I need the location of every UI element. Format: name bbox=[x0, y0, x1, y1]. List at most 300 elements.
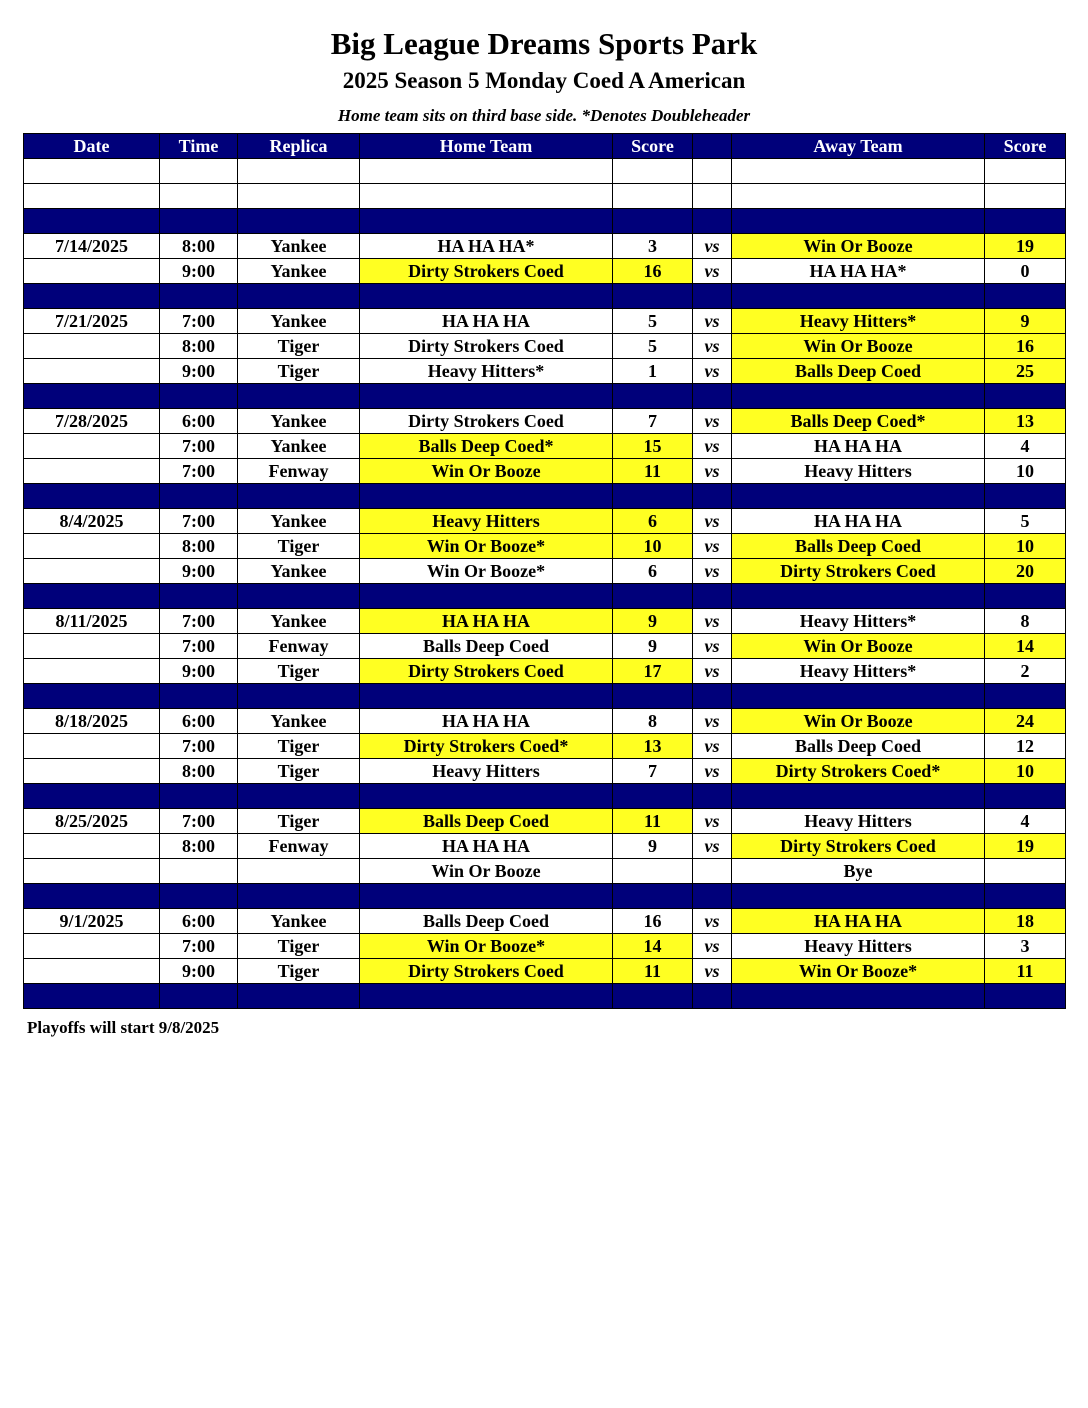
column-header-away-score: Score bbox=[985, 134, 1066, 159]
game-date: 7/21/2025 bbox=[24, 309, 160, 334]
column-header-date: Date bbox=[24, 134, 160, 159]
column-header-home-team: Home Team bbox=[360, 134, 613, 159]
field-replica: Tiger bbox=[238, 534, 360, 559]
home-team: Win Or Booze bbox=[360, 459, 613, 484]
empty-cell bbox=[985, 484, 1066, 509]
game-date: 8/25/2025 bbox=[24, 809, 160, 834]
away-team: Win Or Booze bbox=[732, 709, 985, 734]
home-score: 7 bbox=[613, 759, 693, 784]
empty-cell bbox=[24, 209, 160, 234]
table-header-row bbox=[24, 134, 1066, 159]
game-row bbox=[24, 509, 1066, 534]
away-team: HA HA HA bbox=[732, 509, 985, 534]
home-team: Dirty Strokers Coed bbox=[360, 659, 613, 684]
home-team: Dirty Strokers Coed bbox=[360, 959, 613, 984]
empty-cell bbox=[693, 184, 732, 209]
home-team: Win Or Booze* bbox=[360, 934, 613, 959]
week-separator-row bbox=[24, 684, 1066, 709]
away-score: 2 bbox=[985, 659, 1066, 684]
game-date bbox=[24, 859, 160, 884]
empty-cell bbox=[360, 684, 613, 709]
home-score: 9 bbox=[613, 834, 693, 859]
game-row bbox=[24, 734, 1066, 759]
empty-cell bbox=[24, 384, 160, 409]
vs-label: vs bbox=[693, 359, 732, 384]
field-replica: Yankee bbox=[238, 609, 360, 634]
game-date: 8/4/2025 bbox=[24, 509, 160, 534]
empty-cell bbox=[24, 884, 160, 909]
game-row bbox=[24, 359, 1066, 384]
away-score: 10 bbox=[985, 459, 1066, 484]
game-row bbox=[24, 334, 1066, 359]
vs-label: vs bbox=[693, 509, 732, 534]
empty-cell bbox=[360, 784, 613, 809]
vs-label: vs bbox=[693, 834, 732, 859]
away-team: Win Or Booze bbox=[732, 634, 985, 659]
game-row bbox=[24, 859, 1066, 884]
home-score: 11 bbox=[613, 459, 693, 484]
away-score: 19 bbox=[985, 234, 1066, 259]
column-header-vs bbox=[693, 134, 732, 159]
home-team: Heavy Hitters* bbox=[360, 359, 613, 384]
field-replica: Tiger bbox=[238, 659, 360, 684]
home-team: Heavy Hitters bbox=[360, 509, 613, 534]
home-score: 8 bbox=[613, 709, 693, 734]
game-time: 9:00 bbox=[160, 959, 238, 984]
vs-label: vs bbox=[693, 734, 732, 759]
vs-label: vs bbox=[693, 809, 732, 834]
home-score bbox=[613, 859, 693, 884]
game-date: 8/18/2025 bbox=[24, 709, 160, 734]
empty-cell bbox=[360, 184, 613, 209]
game-time: 7:00 bbox=[160, 459, 238, 484]
empty-cell bbox=[613, 184, 693, 209]
away-team: Dirty Strokers Coed bbox=[732, 559, 985, 584]
empty-cell bbox=[732, 784, 985, 809]
vs-label: vs bbox=[693, 459, 732, 484]
game-time: 8:00 bbox=[160, 234, 238, 259]
empty-cell bbox=[613, 484, 693, 509]
game-row bbox=[24, 659, 1066, 684]
home-team: HA HA HA bbox=[360, 309, 613, 334]
game-time: 8:00 bbox=[160, 834, 238, 859]
away-team: Win Or Booze* bbox=[732, 959, 985, 984]
game-row bbox=[24, 909, 1066, 934]
empty-cell bbox=[160, 484, 238, 509]
home-score: 16 bbox=[613, 909, 693, 934]
empty-cell bbox=[985, 384, 1066, 409]
field-replica: Yankee bbox=[238, 509, 360, 534]
empty-cell bbox=[24, 159, 160, 184]
game-row bbox=[24, 709, 1066, 734]
field-replica: Yankee bbox=[238, 234, 360, 259]
schedule-note: Home team sits on third base side. *Denotes Doubleheader bbox=[337, 106, 751, 125]
game-time: 7:00 bbox=[160, 509, 238, 534]
away-team: Balls Deep Coed bbox=[732, 534, 985, 559]
away-team: Dirty Strokers Coed bbox=[732, 834, 985, 859]
empty-cell bbox=[238, 884, 360, 909]
empty-cell bbox=[732, 984, 985, 1009]
game-time: 7:00 bbox=[160, 609, 238, 634]
game-date bbox=[24, 759, 160, 784]
game-date bbox=[24, 634, 160, 659]
empty-cell bbox=[693, 284, 732, 309]
home-score: 13 bbox=[613, 734, 693, 759]
game-date: 8/11/2025 bbox=[24, 609, 160, 634]
home-score: 15 bbox=[613, 434, 693, 459]
game-time: 8:00 bbox=[160, 334, 238, 359]
game-time: 6:00 bbox=[160, 409, 238, 434]
away-score: 11 bbox=[985, 959, 1066, 984]
empty-cell bbox=[24, 584, 160, 609]
away-score: 5 bbox=[985, 509, 1066, 534]
home-team: Win Or Booze* bbox=[360, 534, 613, 559]
game-time: 8:00 bbox=[160, 534, 238, 559]
vs-label: vs bbox=[693, 959, 732, 984]
home-score: 14 bbox=[613, 934, 693, 959]
empty-cell bbox=[693, 684, 732, 709]
field-replica: Yankee bbox=[238, 259, 360, 284]
game-row bbox=[24, 834, 1066, 859]
empty-cell bbox=[160, 984, 238, 1009]
empty-cell bbox=[693, 584, 732, 609]
empty-cell bbox=[613, 584, 693, 609]
field-replica: Yankee bbox=[238, 909, 360, 934]
vs-label: vs bbox=[693, 759, 732, 784]
away-team: Heavy Hitters* bbox=[732, 659, 985, 684]
field-replica: Fenway bbox=[238, 459, 360, 484]
empty-cell bbox=[613, 784, 693, 809]
away-score: 14 bbox=[985, 634, 1066, 659]
empty-cell bbox=[360, 159, 613, 184]
away-score bbox=[985, 859, 1066, 884]
home-team: HA HA HA* bbox=[360, 234, 613, 259]
empty-cell bbox=[238, 384, 360, 409]
game-row bbox=[24, 759, 1066, 784]
empty-cell bbox=[693, 484, 732, 509]
empty-cell bbox=[693, 159, 732, 184]
empty-cell bbox=[985, 684, 1066, 709]
field-replica bbox=[238, 859, 360, 884]
week-separator-row bbox=[24, 284, 1066, 309]
vs-label: vs bbox=[693, 334, 732, 359]
empty-cell bbox=[24, 684, 160, 709]
game-date bbox=[24, 734, 160, 759]
empty-cell bbox=[985, 284, 1066, 309]
week-separator-row bbox=[24, 584, 1066, 609]
empty-cell bbox=[238, 584, 360, 609]
field-replica: Tiger bbox=[238, 759, 360, 784]
empty-cell bbox=[732, 584, 985, 609]
away-team: HA HA HA* bbox=[732, 259, 985, 284]
empty-cell bbox=[693, 784, 732, 809]
game-date: 7/14/2025 bbox=[24, 234, 160, 259]
empty-cell bbox=[160, 209, 238, 234]
empty-cell bbox=[160, 284, 238, 309]
empty-cell bbox=[613, 884, 693, 909]
home-team: Win Or Booze bbox=[360, 859, 613, 884]
away-score: 0 bbox=[985, 259, 1066, 284]
home-score: 17 bbox=[613, 659, 693, 684]
away-score: 3 bbox=[985, 934, 1066, 959]
home-team: Dirty Strokers Coed bbox=[360, 334, 613, 359]
empty-cell bbox=[693, 209, 732, 234]
away-score: 10 bbox=[985, 759, 1066, 784]
away-score: 20 bbox=[985, 559, 1066, 584]
away-score: 18 bbox=[985, 909, 1066, 934]
column-header-away-team: Away Team bbox=[732, 134, 985, 159]
week-separator-row bbox=[24, 484, 1066, 509]
home-score: 6 bbox=[613, 509, 693, 534]
game-date bbox=[24, 959, 160, 984]
empty-cell bbox=[613, 684, 693, 709]
empty-cell bbox=[613, 384, 693, 409]
home-score: 1 bbox=[613, 359, 693, 384]
away-team: Heavy Hitters* bbox=[732, 609, 985, 634]
field-replica: Tiger bbox=[238, 809, 360, 834]
away-team: HA HA HA bbox=[732, 909, 985, 934]
game-row bbox=[24, 259, 1066, 284]
empty-cell bbox=[160, 184, 238, 209]
blank-row bbox=[24, 184, 1066, 209]
game-date bbox=[24, 934, 160, 959]
empty-cell bbox=[985, 209, 1066, 234]
home-score: 16 bbox=[613, 259, 693, 284]
empty-cell bbox=[613, 159, 693, 184]
away-team: Heavy Hitters* bbox=[732, 309, 985, 334]
empty-cell bbox=[985, 159, 1066, 184]
empty-cell bbox=[693, 984, 732, 1009]
away-score: 8 bbox=[985, 609, 1066, 634]
game-date bbox=[24, 359, 160, 384]
empty-cell bbox=[985, 784, 1066, 809]
game-date bbox=[24, 534, 160, 559]
home-team: Balls Deep Coed bbox=[360, 634, 613, 659]
away-score: 13 bbox=[985, 409, 1066, 434]
away-team: Balls Deep Coed* bbox=[732, 409, 985, 434]
empty-cell bbox=[24, 984, 160, 1009]
empty-cell bbox=[24, 184, 160, 209]
away-team: Balls Deep Coed bbox=[732, 734, 985, 759]
week-separator-row bbox=[24, 384, 1066, 409]
home-score: 9 bbox=[613, 634, 693, 659]
game-time: 9:00 bbox=[160, 559, 238, 584]
vs-label: vs bbox=[693, 634, 732, 659]
empty-cell bbox=[732, 209, 985, 234]
field-replica: Tiger bbox=[238, 334, 360, 359]
home-team: Dirty Strokers Coed* bbox=[360, 734, 613, 759]
game-time: 7:00 bbox=[160, 734, 238, 759]
away-team: Dirty Strokers Coed* bbox=[732, 759, 985, 784]
away-score: 25 bbox=[985, 359, 1066, 384]
empty-cell bbox=[160, 884, 238, 909]
vs-label: vs bbox=[693, 534, 732, 559]
empty-cell bbox=[613, 209, 693, 234]
empty-cell bbox=[360, 484, 613, 509]
game-date bbox=[24, 459, 160, 484]
empty-cell bbox=[160, 584, 238, 609]
field-replica: Yankee bbox=[238, 709, 360, 734]
empty-cell bbox=[693, 384, 732, 409]
game-date bbox=[24, 259, 160, 284]
empty-cell bbox=[985, 184, 1066, 209]
game-row bbox=[24, 534, 1066, 559]
game-row bbox=[24, 409, 1066, 434]
empty-cell bbox=[360, 284, 613, 309]
away-score: 19 bbox=[985, 834, 1066, 859]
home-team: HA HA HA bbox=[360, 834, 613, 859]
home-score: 6 bbox=[613, 559, 693, 584]
game-row bbox=[24, 234, 1066, 259]
away-team: Balls Deep Coed bbox=[732, 359, 985, 384]
game-date: 7/28/2025 bbox=[24, 409, 160, 434]
game-time: 8:00 bbox=[160, 759, 238, 784]
away-team: Bye bbox=[732, 859, 985, 884]
game-row bbox=[24, 459, 1066, 484]
empty-cell bbox=[238, 484, 360, 509]
game-row bbox=[24, 934, 1066, 959]
away-team: HA HA HA bbox=[732, 434, 985, 459]
away-team: Heavy Hitters bbox=[732, 459, 985, 484]
away-score: 24 bbox=[985, 709, 1066, 734]
home-team: Balls Deep Coed bbox=[360, 809, 613, 834]
field-replica: Yankee bbox=[238, 559, 360, 584]
empty-cell bbox=[360, 884, 613, 909]
column-header-replica: Replica bbox=[238, 134, 360, 159]
empty-cell bbox=[732, 184, 985, 209]
away-score: 4 bbox=[985, 809, 1066, 834]
column-header-home-score: Score bbox=[613, 134, 693, 159]
vs-label: vs bbox=[693, 659, 732, 684]
home-score: 5 bbox=[613, 334, 693, 359]
empty-cell bbox=[360, 209, 613, 234]
away-score: 10 bbox=[985, 534, 1066, 559]
empty-cell bbox=[238, 184, 360, 209]
field-replica: Tiger bbox=[238, 959, 360, 984]
column-header-time: Time bbox=[160, 134, 238, 159]
empty-cell bbox=[985, 984, 1066, 1009]
schedule-body bbox=[24, 159, 1066, 1009]
empty-cell bbox=[238, 159, 360, 184]
empty-cell bbox=[160, 784, 238, 809]
week-separator-row bbox=[24, 784, 1066, 809]
empty-cell bbox=[160, 384, 238, 409]
game-time: 7:00 bbox=[160, 434, 238, 459]
field-replica: Tiger bbox=[238, 934, 360, 959]
home-team: Dirty Strokers Coed bbox=[360, 259, 613, 284]
empty-cell bbox=[360, 984, 613, 1009]
week-separator-row bbox=[24, 209, 1066, 234]
game-time: 7:00 bbox=[160, 634, 238, 659]
game-date bbox=[24, 834, 160, 859]
away-score: 16 bbox=[985, 334, 1066, 359]
game-date bbox=[24, 659, 160, 684]
home-team: Heavy Hitters bbox=[360, 759, 613, 784]
page-subtitle: 2025 Season 5 Monday Coed A American bbox=[342, 68, 746, 93]
game-row bbox=[24, 809, 1066, 834]
vs-label: vs bbox=[693, 434, 732, 459]
home-team: Balls Deep Coed* bbox=[360, 434, 613, 459]
away-score: 12 bbox=[985, 734, 1066, 759]
empty-cell bbox=[160, 159, 238, 184]
vs-label: vs bbox=[693, 309, 732, 334]
home-score: 10 bbox=[613, 534, 693, 559]
vs-label: vs bbox=[693, 934, 732, 959]
field-replica: Yankee bbox=[238, 434, 360, 459]
game-row bbox=[24, 559, 1066, 584]
game-time: 9:00 bbox=[160, 359, 238, 384]
empty-cell bbox=[238, 684, 360, 709]
home-score: 7 bbox=[613, 409, 693, 434]
vs-label bbox=[693, 859, 732, 884]
game-time bbox=[160, 859, 238, 884]
home-score: 11 bbox=[613, 809, 693, 834]
away-team: Win Or Booze bbox=[732, 334, 985, 359]
empty-cell bbox=[360, 584, 613, 609]
game-date bbox=[24, 434, 160, 459]
empty-cell bbox=[24, 484, 160, 509]
page-title: Big League Dreams Sports Park bbox=[330, 26, 758, 61]
home-score: 3 bbox=[613, 234, 693, 259]
empty-cell bbox=[24, 784, 160, 809]
empty-cell bbox=[732, 484, 985, 509]
home-team: HA HA HA bbox=[360, 609, 613, 634]
empty-cell bbox=[238, 209, 360, 234]
field-replica: Yankee bbox=[238, 309, 360, 334]
home-score: 11 bbox=[613, 959, 693, 984]
empty-cell bbox=[24, 284, 160, 309]
game-time: 6:00 bbox=[160, 909, 238, 934]
field-replica: Yankee bbox=[238, 409, 360, 434]
game-time: 9:00 bbox=[160, 259, 238, 284]
vs-label: vs bbox=[693, 259, 732, 284]
game-row bbox=[24, 959, 1066, 984]
home-score: 5 bbox=[613, 309, 693, 334]
empty-cell bbox=[613, 984, 693, 1009]
field-replica: Tiger bbox=[238, 359, 360, 384]
away-team: Heavy Hitters bbox=[732, 934, 985, 959]
empty-cell bbox=[613, 284, 693, 309]
blank-row bbox=[24, 159, 1066, 184]
game-date bbox=[24, 334, 160, 359]
game-row bbox=[24, 609, 1066, 634]
field-replica: Tiger bbox=[238, 734, 360, 759]
field-replica: Fenway bbox=[238, 634, 360, 659]
game-time: 6:00 bbox=[160, 709, 238, 734]
vs-label: vs bbox=[693, 409, 732, 434]
home-team: Dirty Strokers Coed bbox=[360, 409, 613, 434]
empty-cell bbox=[985, 884, 1066, 909]
vs-label: vs bbox=[693, 709, 732, 734]
away-team: Win Or Booze bbox=[732, 234, 985, 259]
away-score: 9 bbox=[985, 309, 1066, 334]
week-separator-row bbox=[24, 884, 1066, 909]
vs-label: vs bbox=[693, 609, 732, 634]
home-team: HA HA HA bbox=[360, 709, 613, 734]
empty-cell bbox=[360, 384, 613, 409]
game-date: 9/1/2025 bbox=[24, 909, 160, 934]
game-row bbox=[24, 309, 1066, 334]
vs-label: vs bbox=[693, 234, 732, 259]
empty-cell bbox=[238, 984, 360, 1009]
game-row bbox=[24, 634, 1066, 659]
empty-cell bbox=[160, 684, 238, 709]
empty-cell bbox=[985, 584, 1066, 609]
game-row bbox=[24, 434, 1066, 459]
vs-label: vs bbox=[693, 909, 732, 934]
game-time: 9:00 bbox=[160, 659, 238, 684]
empty-cell bbox=[732, 684, 985, 709]
